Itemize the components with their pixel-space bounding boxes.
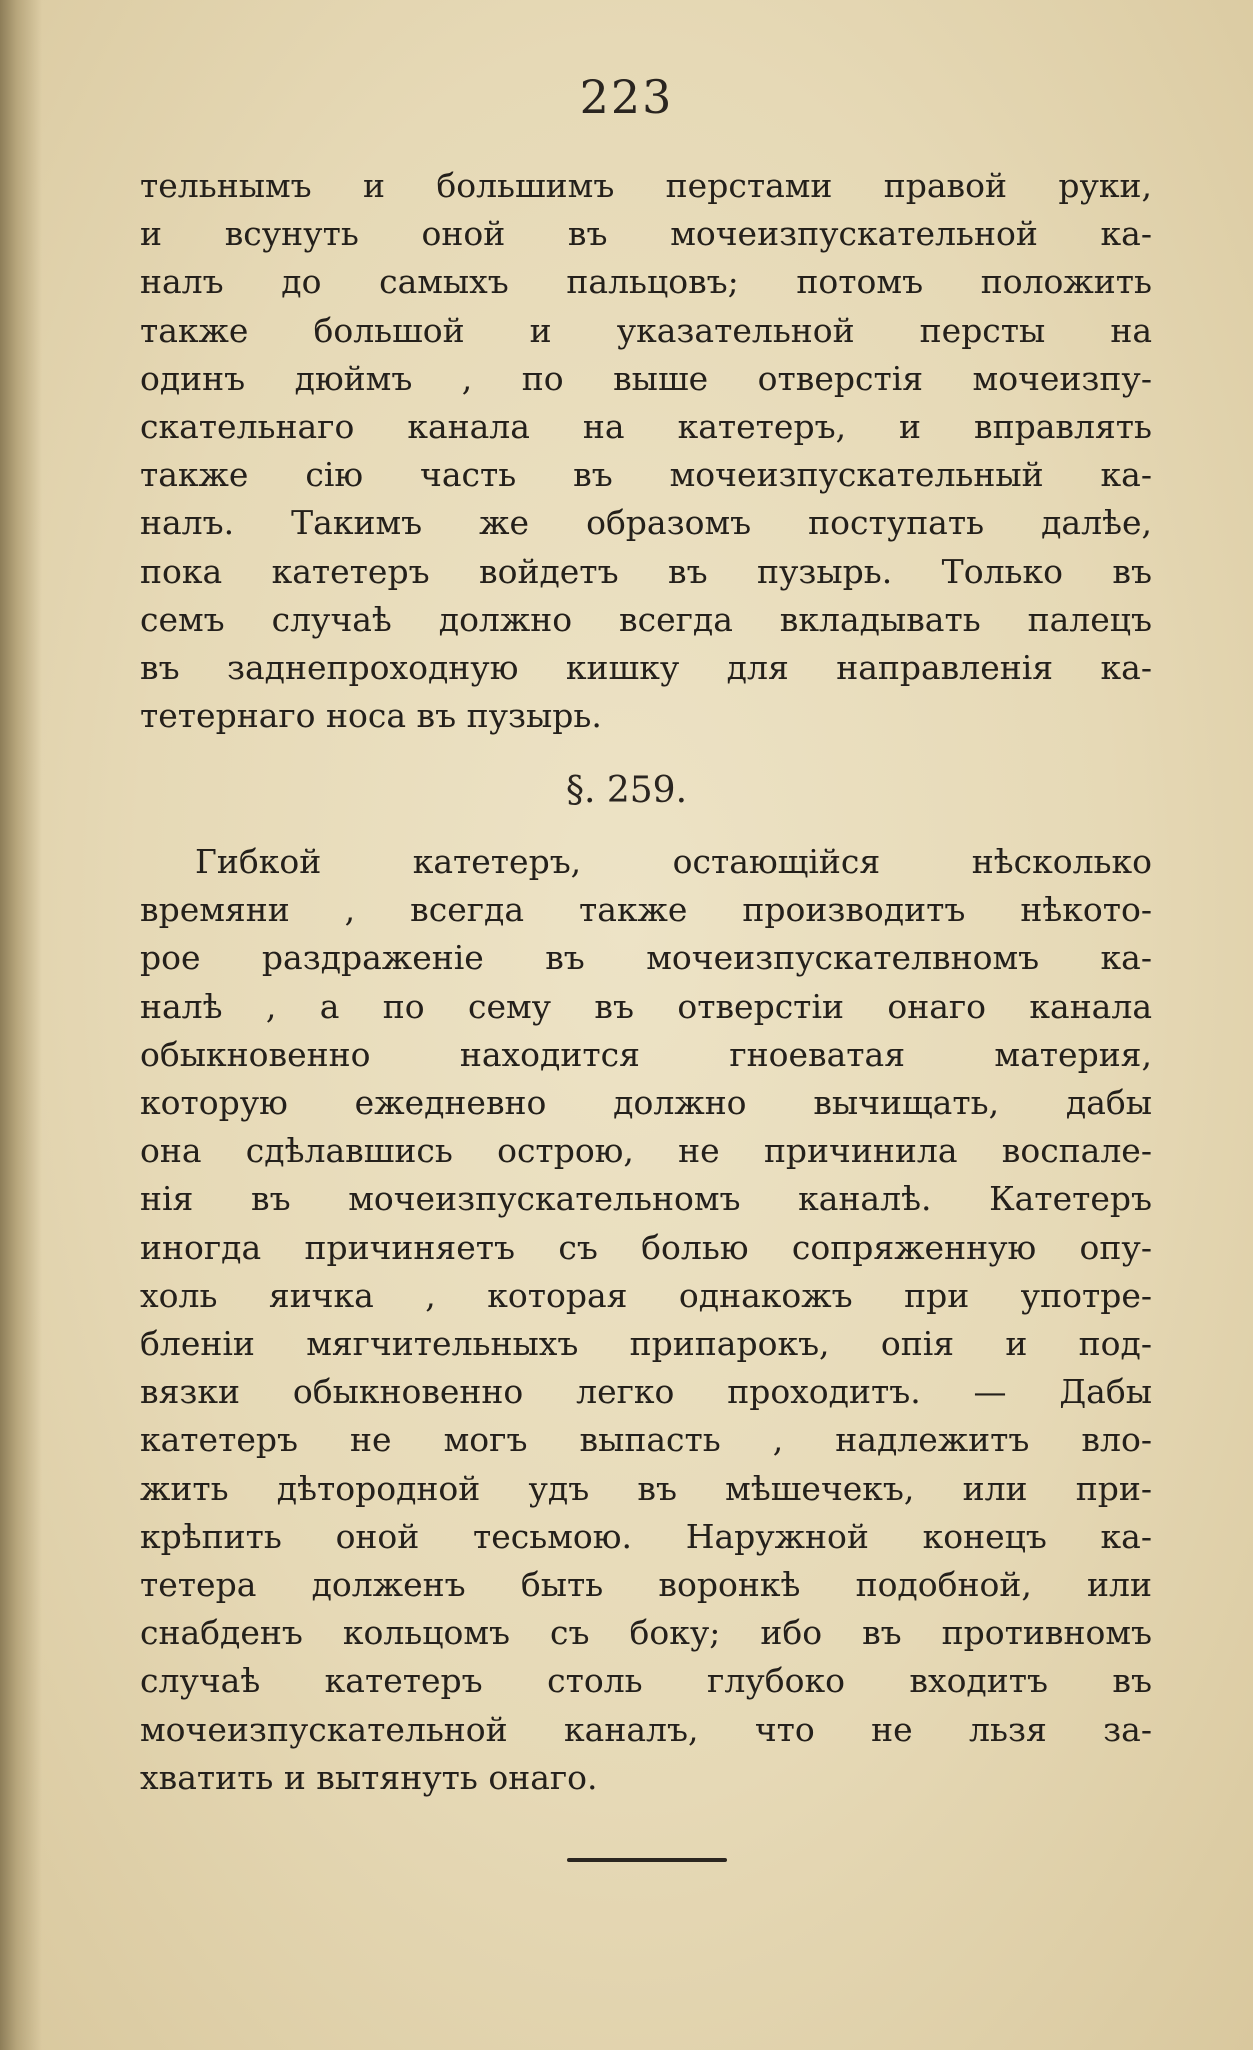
text-line: въ заднепроходную кишку для направленія ка- — [140, 648, 1152, 688]
text-line: жить дѣтородной удъ въ мѣшечекъ, или при- — [140, 1468, 1152, 1508]
text-line: времяни , всегда также производитъ нѣкото- — [140, 890, 1152, 930]
text-line: бленіи мягчительныхъ припарокъ, опія и под- — [140, 1324, 1152, 1364]
page-number: 223 — [579, 70, 674, 124]
text-line: пока катетеръ войдетъ въ пузырь. Только въ — [140, 551, 1152, 591]
text-line: хватить и вытянуть онаго. — [140, 1757, 598, 1797]
section-heading: §. 259. — [565, 770, 688, 811]
text-line: которую ежедневно должно вычищать, дабы — [140, 1083, 1152, 1123]
text-line: обыкновенно находится гноеватая материя, — [140, 1034, 1152, 1074]
paragraph-continued — [140, 162, 1152, 740]
text-line: семъ случаѣ должно всегда вкладывать палецъ — [140, 599, 1152, 639]
text-line: катетеръ не могъ выпасть , надлежитъ вло- — [140, 1420, 1152, 1460]
spine-shadow — [0, 0, 42, 2050]
text-line: рое раздраженіе въ мочеизпускателвномъ ка- — [140, 938, 1152, 978]
end-rule — [567, 1858, 727, 1862]
text-line: мочеизпускательной каналъ, что не льзя за- — [140, 1709, 1152, 1749]
text-line: скательнаго канала на катетеръ, и вправлять — [140, 407, 1152, 447]
text-line: одинъ дюймъ , по выше отверстія мочеизпу- — [140, 358, 1152, 398]
text-line: Гибкой катетеръ, остающійся нѣсколько — [195, 842, 1152, 881]
text-line: крѣпить оной тесьмою. Наружной конецъ ка- — [140, 1516, 1152, 1556]
paragraph-section-259 — [140, 838, 1152, 1802]
text-line: она сдѣлавшись острою, не причинила воспале- — [140, 1131, 1152, 1171]
text-line: холь яичка , которая однакожъ при употре- — [140, 1275, 1152, 1315]
text-line: тетернаго носа въ пузырь. — [140, 696, 602, 736]
text-line: налъ до самыхъ пальцовъ; потомъ положить — [140, 262, 1152, 302]
text-line: случаѣ катетеръ столь глубоко входитъ въ — [140, 1661, 1152, 1701]
text-line: тетера долженъ быть воронкѣ подобной, или — [140, 1565, 1152, 1605]
text-line: налѣ , а по сему въ отверстіи онаго канала — [140, 986, 1152, 1026]
text-line: также сію часть въ мочеизпускательный ка- — [140, 455, 1152, 495]
text-line: и всунуть оной въ мочеизпускательной ка- — [140, 214, 1152, 254]
text-line: также большой и указательной персты на — [140, 310, 1152, 350]
text-line: снабденъ кольцомъ съ боку; ибо въ противномъ — [140, 1613, 1152, 1653]
text-line: вязки обыкновенно легко проходитъ. — Дабы — [140, 1372, 1152, 1412]
text-line: тельнымъ и большимъ перстами правой руки, — [140, 166, 1152, 205]
text-line: налъ. Такимъ же образомъ поступать далѣе, — [140, 503, 1152, 543]
text-line: нія въ мочеизпускательномъ каналѣ. Катетеръ — [140, 1179, 1152, 1219]
text-line: иногда причиняетъ съ болью сопряженную опу- — [140, 1227, 1152, 1267]
